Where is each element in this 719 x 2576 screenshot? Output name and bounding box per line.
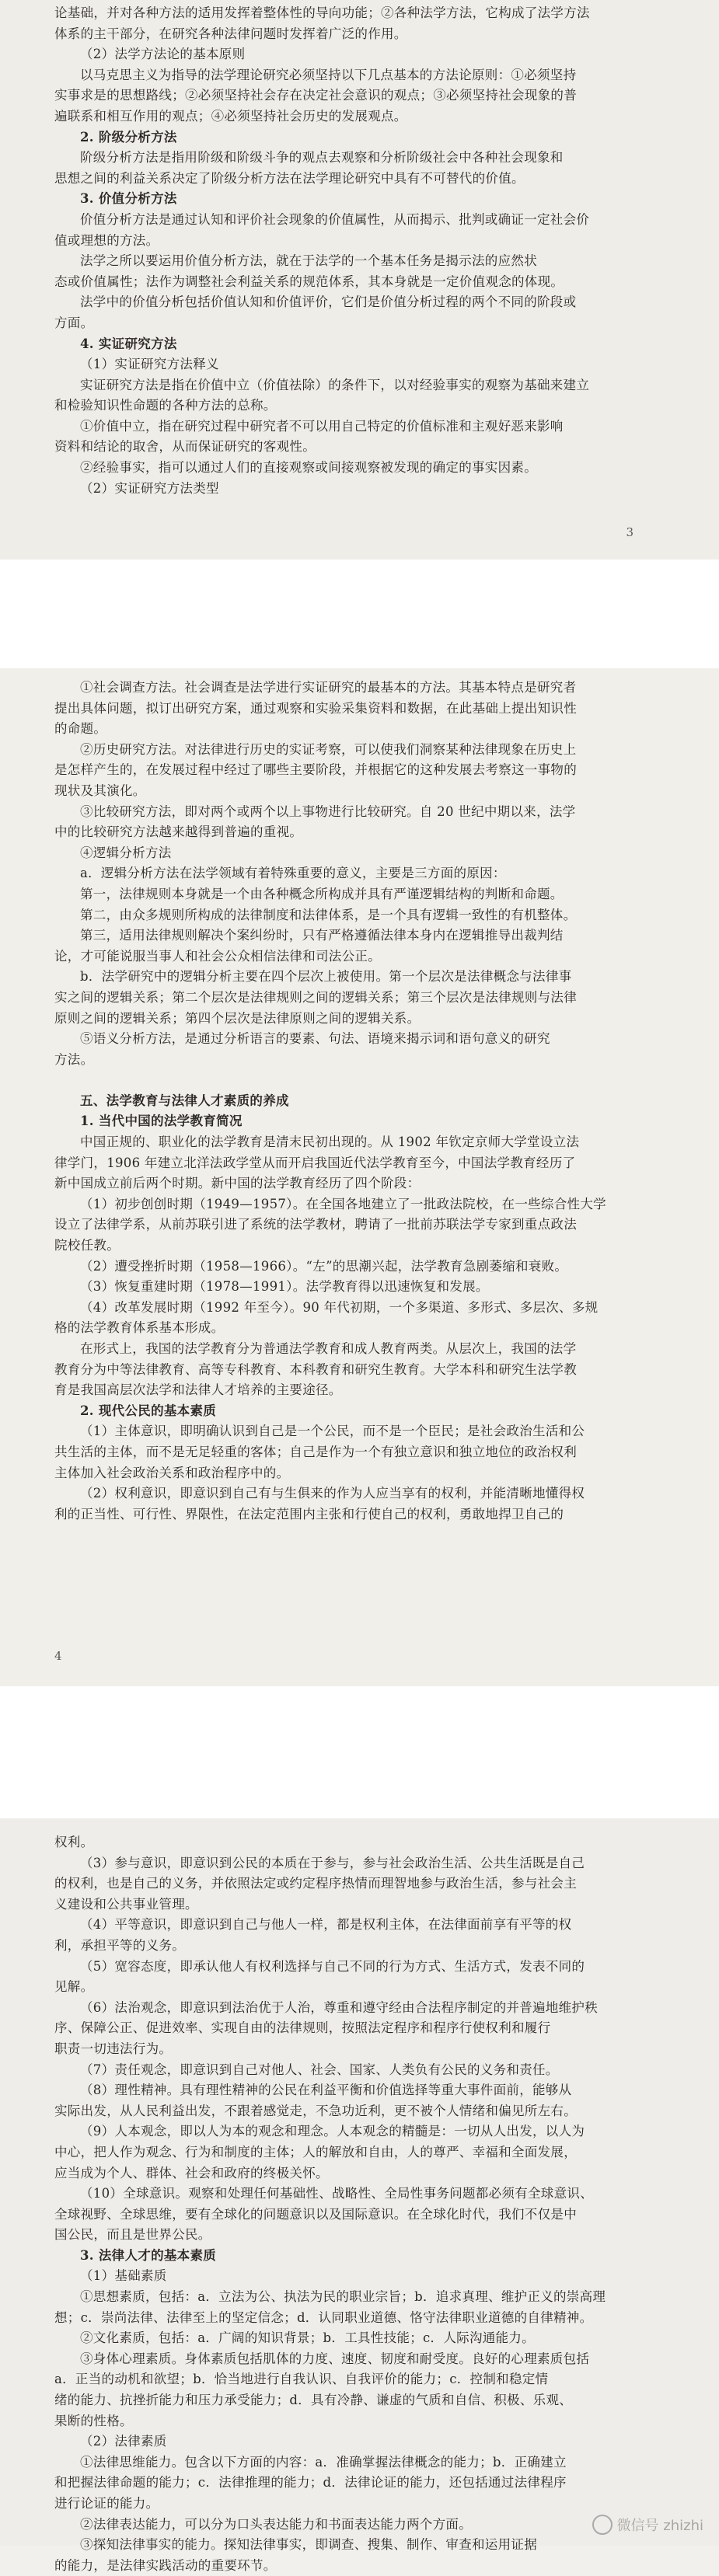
text-line: ①价值中立，指在研究过程中研究者不可以用自己特定的价值标准和主观好恶来影响	[80, 418, 564, 434]
text-line: 提出具体问题，拟订出研究方案，通过观察和实验采集资料和数据，在此基础上提出知识性	[54, 700, 577, 716]
text-line: 实事求是的思想路线；②必须坚持社会存在决定社会意识的观点；③必须坚持社会现象的普	[54, 88, 577, 103]
text-line: 律学门，1906 年建立北洋法政学堂从而开启我国近代法学教育至今，中国法学教育经历了	[54, 1155, 576, 1170]
text-line: 方面。	[54, 315, 94, 330]
page-2	[0, 668, 719, 1686]
text-line: 以马克思主义为指导的法学理论研究必须坚持以下几点基本的方法论原则：①必须坚持	[80, 67, 577, 82]
text-line: 绪的能力、抗挫折能力和压力承受能力；d．具有冷静、谦虚的气质和自信、积极、乐观、	[54, 2393, 573, 2408]
text-line: 方法。	[54, 1051, 94, 1067]
page-gap	[0, 1686, 719, 1818]
text-line: 新中国成立前后两个时期。新中国的法学教育经历了四个阶段：	[54, 1176, 421, 1191]
text-line: 进行论证的能力。	[54, 2496, 159, 2511]
page-3-body	[54, 1818, 665, 2576]
text-line: ①思想素质，包括：a．立法为公、执法为民的职业宗旨；b．追求真理、维护正义的崇高理	[80, 2289, 606, 2305]
text-line: （7）责任观念，即意识到自己对他人、社会、国家、人类负有公民的义务和责任。	[80, 2062, 559, 2077]
text-line: 第一，法律规则本身就是一个由各种概念所构成并具有严谨逻辑结构的判断和命题。	[80, 886, 564, 901]
text-line: （10）全球意识。观察和处理任何基础性、战略性、全局性事务问题都必须有全球意识、	[80, 2186, 593, 2201]
text-line: 遍联系和相互作用的观点；④必须坚持社会历史的发展观点。	[54, 108, 407, 124]
text-line: 利的正当性、可行性、界限性，在法定范围内主张和行使自己的权利，勇敢地捍卫自己的	[54, 1506, 564, 1522]
text-line: ①社会调查方法。社会调查是法学进行实证研究的最基本的方法。其基本特点是研究者	[80, 680, 577, 695]
text-line: 格的法学教育体系基本形成。	[54, 1320, 225, 1336]
text-line: 实证研究方法是指在价值中立（价值祛除）的条件下，以对经验事实的观察为基础来建立	[80, 377, 590, 392]
text-line: 果断的性格。	[54, 2413, 133, 2428]
text-line: （3）恢复重建时期（1978—1991）。法学教育得以迅速恢复和发展。	[80, 1279, 489, 1295]
text-line: 见解。	[54, 1979, 94, 1995]
text-line: 中国正规的、职业化的法学教育是清末民初出现的。从 1902 年钦定京师大学堂设立法	[80, 1135, 580, 1150]
text-line: ③探知法律事实的能力。探知法律事实，即调查、搜集、制作、审查和运用证据	[80, 2537, 537, 2553]
text-line: 法学中的价值分析包括价值认知和价值评价，它们是价值分析过程的两个不同的阶段或	[80, 295, 577, 310]
text-line: （4）改革发展时期（1992 年至今）。90 年代初期，一个多渠道、多形式、多层次、多规	[80, 1299, 599, 1315]
text-line: 应当成为个人、群体、社会和政府的终极关怀。	[54, 2165, 329, 2180]
text-line: 和把握法律命题的能力；c．法律推理的能力；d．法律论证的能力，还包括通过法律程序	[54, 2475, 567, 2491]
text-line: 阶级分析方法是指用阶级和阶级斗争的观点去观察和分析阶级社会中各种社会现象和	[80, 150, 564, 166]
text-line: 原则之间的逻辑关系；第四个层次是法律原则之间的逻辑关系。	[54, 1010, 421, 1026]
text-line: 的能力，是法律实践活动的重要环节。	[54, 2557, 277, 2573]
text-line: （1）初步创创时期（1949—1957）。在全国各地建立了一批政法院校，在一些综合性大学	[80, 1196, 606, 1211]
text-line: 体系的主干部分，在研究各种法律问题时发挥着广泛的作用。	[54, 26, 407, 41]
text-line	[54, 1070, 665, 1091]
text-line: （1）实证研究方法释义	[80, 357, 219, 372]
text-line: 五、法学教育与法律人才素质的养成	[80, 1093, 289, 1108]
text-line: 中的比较研究方法越来越得到普遍的重视。	[54, 824, 303, 840]
text-line: ②经验事实，指可以通过人们的直接观察或间接观察被发现的确定的事实因素。	[80, 460, 537, 476]
text-line: 利，承担平等的义务。	[54, 1937, 185, 1953]
text-line: 实际出发，从人民利益出发，不跟着感觉走，不急功近利，更不被个人情绪和偏见所左右。	[54, 2103, 577, 2118]
watermark: 微信号 zhizhi	[592, 2515, 703, 2535]
text-line: 资料和结论的取舍，从而保证研究的客观性。	[54, 439, 316, 455]
text-line: 设立了法律学系，从前苏联引进了系统的法学教材，聘请了一批前苏联法学专家到重点政法	[54, 1217, 577, 1232]
page-number: 4	[54, 1649, 62, 1663]
text-line: （2）法律素质	[80, 2434, 167, 2449]
text-line: ②历史研究方法。对法律进行历史的实证考察，可以使我们洞察某种法律现象在历史上	[80, 741, 577, 757]
text-line: 职责一切违法行为。	[54, 2041, 173, 2056]
text-line: （9）人本观念，即以人为本的观念和理念。人本观念的精髓是：一切从人出发，以人为	[80, 2124, 585, 2139]
text-line: （6）法治观念，即意识到法治优于人治，尊重和遵守经由合法程序制定的并普遍地维护秩	[80, 1999, 598, 2015]
text-line: 在形式上，我国的法学教育分为普通法学教育和成人教育两类。从层次上，我国的法学	[80, 1341, 577, 1356]
text-line: 教育分为中等法律教育、高等专科教育、本科教育和研究生教育。大学本科和研究生法学教	[54, 1361, 577, 1377]
text-line: ①法律思维能力。包含以下方面的内容：a．准确掌握法律概念的能力；b．正确建立	[80, 2454, 567, 2470]
text-line: ⑤语义分析方法，是通过分析语言的要素、句法、语境来揭示词和语句意义的研究	[80, 1031, 550, 1047]
page-1-body	[54, 0, 665, 499]
text-line: 1. 当代中国的法学教育简况	[80, 1114, 243, 1129]
page-1	[0, 0, 719, 559]
text-line: ②法律表达能力，可以分为口头表达能力和书面表达能力两个方面。	[80, 2516, 472, 2532]
text-line: ③身体心理素质。身体素质包括肌体的力度、速度、韧度和耐受度。良好的心理素质包括	[80, 2351, 590, 2366]
text-line: 权利。	[54, 1835, 94, 1849]
text-line: （5）宽容态度，即承认他人有权利选择与自己不同的行为方式、生活方式，发表不同的	[80, 1958, 585, 1974]
text-line: 2. 阶级分析方法	[80, 129, 177, 145]
text-line: 是怎样产生的，在发展过程中经过了哪些主要阶段，并根据它的这种发展去考察这一事物的	[54, 762, 577, 778]
text-line: 院校任教。	[54, 1238, 120, 1253]
text-line: 第三，适用法律规则解决个案纠纷时，只有严格遵循法律本身内在逻辑推导出裁判结	[80, 928, 564, 943]
text-line: （2）遭受挫折时期（1958—1966）。“左”的思潮兴起，法学教育急剧萎缩和衰败。	[80, 1258, 568, 1274]
page-number: 3	[626, 525, 633, 539]
text-line: 2. 现代公民的基本素质	[80, 1403, 217, 1418]
text-line: 和检验知识性命题的各种方法的总称。	[54, 398, 277, 413]
text-line: （1）主体意识，即明确认识到自己是一个公民，而不是一个臣民；是社会政治生活和公	[80, 1424, 585, 1439]
text-line: 论，才可能说服当事人和社会公众相信法律和司法公正。	[54, 948, 381, 964]
text-line: a．逻辑分析方法在法学领域有着特殊重要的意义，主要是三方面的原因：	[80, 866, 506, 881]
text-line: 想；c．崇尚法律、法律至上的坚定信念；d．认同职业道德、恪守法律职业道德的自律精神。	[54, 2309, 593, 2325]
text-line: a．正当的动机和欲望；b．恰当地进行自我认识、自我评价的能力；c．控制和稳定情	[54, 2372, 549, 2387]
text-line: （2）法学方法论的基本原则	[80, 47, 246, 62]
text-line: 育是我国高层次法学和法律人才培养的主要途径。	[54, 1382, 342, 1398]
page-2-body	[54, 668, 665, 1525]
text-line: 的权利，也是自己的义务，并依照法定或约定程序热情而理智地参与政治生活，参与社会主	[54, 1876, 577, 1891]
text-line: 共生活的主体，而不是无足轻重的客体；自己是作为一个有独立意识和独立地位的政治权利	[54, 1444, 577, 1459]
text-line: 实之间的逻辑关系；第二个层次是法律规则之间的逻辑关系；第三个层次是法律规则与法律	[54, 989, 577, 1005]
page-3	[0, 1818, 719, 2573]
text-line: 主体加入社会政治关系和政治程序中的。	[54, 1465, 290, 1480]
text-line: 法学之所以要运用价值分析方法，就在于法学的一个基本任务是揭示法的应然状	[80, 253, 537, 269]
text-line: 的命题。	[54, 721, 107, 737]
text-line: （2）实证研究方法类型	[80, 480, 219, 496]
text-line: 全球视野、全球思维，要有全球化的问题意识以及国际意识。在全球化时代，我们不仅是中	[54, 2206, 577, 2222]
text-line: 态或价值属性；法作为调整社会利益关系的规范体系，其本身就是一定价值观念的体现。	[54, 274, 564, 289]
text-line: 3. 法律人才的基本素质	[80, 2247, 217, 2263]
text-line: 中心，把人作为观念、行为和制度的主体；人的解放和自由，人的尊严、幸福和全面发展，	[54, 2144, 577, 2159]
text-line: （1）基础素质	[80, 2268, 167, 2284]
text-line: b．法学研究中的逻辑分析主要在四个层次上被使用。第一个层次是法律概念与法律事	[80, 969, 572, 985]
text-line: （3）参与意识，即意识到公民的本质在于参与，参与社会政治生活、公共生活既是自己	[80, 1855, 585, 1870]
text-line: 论基础，并对各种方法的适用发挥着整体性的导向功能；②各种法学方法，它构成了法学方法	[54, 5, 590, 20]
text-line: 值或理想的方法。	[54, 232, 159, 248]
text-line: 序、保障公正、促进效率、实现自由的法律规则，按照法定程序和程序行使权利和履行	[54, 2020, 551, 2036]
wechat-icon	[592, 2515, 613, 2535]
text-line: （8）理性精神。具有理性精神的公民在利益平衡和价值选择等重大事件面前，能够从	[80, 2083, 572, 2098]
text-line: 国公民，而且是世界公民。	[54, 2227, 211, 2243]
text-line: ④逻辑分析方法	[80, 845, 172, 860]
text-line: （4）平等意识，即意识到自己与他人一样，都是权利主体，在法律面前享有平等的权	[80, 1917, 572, 1933]
text-line: ②文化素质，包括：a．广阔的知识背景；b．工具性技能；c．人际沟通能力。	[80, 2330, 535, 2346]
text-line: ③比较研究方法，即对两个或两个以上事物进行比较研究。自 20 世纪中期以来，法学	[80, 803, 576, 819]
text-line: 3. 价值分析方法	[80, 191, 177, 207]
text-line: 第二，由众多规则所构成的法律制度和法律体系，是一个具有逻辑一致性的有机整体。	[80, 907, 577, 922]
page-gap	[0, 559, 719, 668]
text-line: 4. 实证研究方法	[80, 336, 177, 351]
text-line: 现状及其演化。	[54, 783, 146, 798]
text-line: 价值分析方法是通过认知和评价社会现象的价值属性，从而揭示、批判或确证一定社会价	[80, 211, 590, 227]
text-line: 义建设和公共事业管理。	[54, 1896, 198, 1912]
text-line: 思想之间的利益关系决定了阶级分析方法在法学理论研究中具有不可替代的价值。	[54, 170, 525, 186]
text-line: （2）权利意识，即意识到自己有与生俱来的作为人应当享有的权利，并能清晰地懂得权	[80, 1486, 585, 1501]
